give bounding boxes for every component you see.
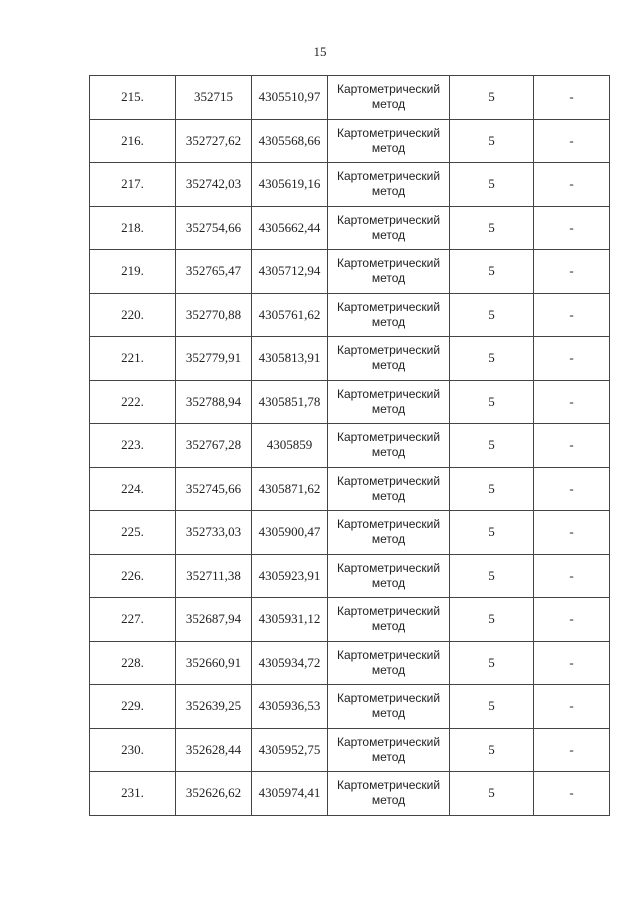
accuracy-cell: 5 xyxy=(450,380,534,424)
method-line-2: метод xyxy=(371,445,406,460)
method-cell xyxy=(328,598,450,642)
point-number-cell: 220. xyxy=(90,293,176,337)
accuracy-cell: 5 xyxy=(450,467,534,511)
point-number-cell: 215. xyxy=(90,76,176,120)
note-cell: - xyxy=(534,76,610,120)
note-cell: - xyxy=(534,641,610,685)
note-cell: - xyxy=(534,511,610,555)
method-cell xyxy=(328,293,450,337)
method-cell xyxy=(328,206,450,250)
x-coordinate-cell: 352754,66 xyxy=(176,206,252,250)
method-line-1: Картометрический xyxy=(336,778,441,793)
note-cell: - xyxy=(534,598,610,642)
y-coordinate-cell: 4305662,44 xyxy=(252,206,328,250)
y-coordinate-cell: 4305900,47 xyxy=(252,511,328,555)
point-number-cell: 230. xyxy=(90,728,176,772)
table-row xyxy=(90,554,610,598)
point-number-cell: 226. xyxy=(90,554,176,598)
x-coordinate-cell: 352711,38 xyxy=(176,554,252,598)
point-number-cell: 216. xyxy=(90,119,176,163)
method-line-2: метод xyxy=(371,227,406,242)
accuracy-cell: 5 xyxy=(450,163,534,207)
x-coordinate-cell: 352639,25 xyxy=(176,685,252,729)
note-cell: - xyxy=(534,293,610,337)
method-line-2: метод xyxy=(371,575,406,590)
y-coordinate-cell: 4305568,66 xyxy=(252,119,328,163)
table-row xyxy=(90,293,610,337)
method-cell xyxy=(328,641,450,685)
accuracy-cell: 5 xyxy=(450,76,534,120)
point-number-cell: 223. xyxy=(90,424,176,468)
point-number-cell: 218. xyxy=(90,206,176,250)
method-line-1: Картометрический xyxy=(336,647,441,662)
table-row xyxy=(90,337,610,381)
point-number-cell: 222. xyxy=(90,380,176,424)
x-coordinate-cell: 352770,88 xyxy=(176,293,252,337)
table-row xyxy=(90,467,610,511)
x-coordinate-cell: 352742,03 xyxy=(176,163,252,207)
note-cell: - xyxy=(534,772,610,816)
accuracy-cell: 5 xyxy=(450,293,534,337)
note-cell: - xyxy=(534,424,610,468)
table-row xyxy=(90,511,610,555)
page-number: 15 xyxy=(313,44,327,59)
note-cell: - xyxy=(534,685,610,729)
x-coordinate-cell: 352626,62 xyxy=(176,772,252,816)
method-line-2: метод xyxy=(371,271,406,286)
point-number-cell: 217. xyxy=(90,163,176,207)
method-line-2: метод xyxy=(371,314,406,329)
table-row xyxy=(90,380,610,424)
table-row xyxy=(90,685,610,729)
y-coordinate-cell: 4305619,16 xyxy=(252,163,328,207)
point-number-cell: 221. xyxy=(90,337,176,381)
method-line-2: метод xyxy=(371,401,406,416)
accuracy-cell: 5 xyxy=(450,728,534,772)
accuracy-cell: 5 xyxy=(450,598,534,642)
method-line-1: Картометрический xyxy=(336,169,441,184)
y-coordinate-cell: 4305934,72 xyxy=(252,641,328,685)
x-coordinate-cell: 352687,94 xyxy=(176,598,252,642)
y-coordinate-cell: 4305712,94 xyxy=(252,250,328,294)
x-coordinate-cell: 352765,47 xyxy=(176,250,252,294)
method-line-2: метод xyxy=(371,488,406,503)
method-line-1: Картометрический xyxy=(336,604,441,619)
point-number-cell: 227. xyxy=(90,598,176,642)
point-number-cell: 225. xyxy=(90,511,176,555)
method-line-2: метод xyxy=(371,619,406,634)
point-number-cell: 219. xyxy=(90,250,176,294)
accuracy-cell: 5 xyxy=(450,206,534,250)
y-coordinate-cell: 4305761,62 xyxy=(252,293,328,337)
method-cell xyxy=(328,337,450,381)
x-coordinate-cell: 352788,94 xyxy=(176,380,252,424)
x-coordinate-cell: 352660,91 xyxy=(176,641,252,685)
table-row xyxy=(90,76,610,120)
method-cell xyxy=(328,76,450,120)
accuracy-cell: 5 xyxy=(450,424,534,468)
method-cell xyxy=(328,728,450,772)
method-line-1: Картометрический xyxy=(336,343,441,358)
method-cell xyxy=(328,250,450,294)
x-coordinate-cell: 352745,66 xyxy=(176,467,252,511)
table-row xyxy=(90,424,610,468)
accuracy-cell: 5 xyxy=(450,641,534,685)
method-line-1: Картометрический xyxy=(336,473,441,488)
accuracy-cell: 5 xyxy=(450,772,534,816)
accuracy-cell: 5 xyxy=(450,119,534,163)
method-line-2: метод xyxy=(371,749,406,764)
y-coordinate-cell: 4305851,78 xyxy=(252,380,328,424)
method-cell xyxy=(328,424,450,468)
note-cell: - xyxy=(534,728,610,772)
method-cell xyxy=(328,685,450,729)
accuracy-cell: 5 xyxy=(450,685,534,729)
accuracy-cell: 5 xyxy=(450,337,534,381)
note-cell: - xyxy=(534,554,610,598)
method-cell xyxy=(328,467,450,511)
method-line-1: Картометрический xyxy=(336,82,441,97)
x-coordinate-cell: 352779,91 xyxy=(176,337,252,381)
accuracy-cell: 5 xyxy=(450,511,534,555)
method-line-2: метод xyxy=(371,532,406,547)
note-cell: - xyxy=(534,380,610,424)
method-line-1: Картометрический xyxy=(336,691,441,706)
note-cell: - xyxy=(534,467,610,511)
point-number-cell: 231. xyxy=(90,772,176,816)
method-line-2: метод xyxy=(371,358,406,373)
method-cell xyxy=(328,119,450,163)
method-cell xyxy=(328,380,450,424)
method-line-1: Картометрический xyxy=(336,212,441,227)
y-coordinate-cell: 4305859 xyxy=(252,424,328,468)
method-line-2: метод xyxy=(371,662,406,677)
method-line-2: метод xyxy=(371,793,406,808)
table-row xyxy=(90,250,610,294)
method-line-2: метод xyxy=(371,140,406,155)
note-cell: - xyxy=(534,119,610,163)
point-number-cell: 229. xyxy=(90,685,176,729)
point-number-cell: 224. xyxy=(90,467,176,511)
table-row xyxy=(90,772,610,816)
coordinates-table xyxy=(89,75,610,816)
note-cell: - xyxy=(534,163,610,207)
note-cell: - xyxy=(534,250,610,294)
y-coordinate-cell: 4305871,62 xyxy=(252,467,328,511)
method-line-1: Картометрический xyxy=(336,125,441,140)
x-coordinate-cell: 352767,28 xyxy=(176,424,252,468)
table-row xyxy=(90,598,610,642)
note-cell: - xyxy=(534,206,610,250)
y-coordinate-cell: 4305931,12 xyxy=(252,598,328,642)
point-number-cell: 228. xyxy=(90,641,176,685)
y-coordinate-cell: 4305923,91 xyxy=(252,554,328,598)
method-line-2: метод xyxy=(371,184,406,199)
y-coordinate-cell: 4305813,91 xyxy=(252,337,328,381)
table-row xyxy=(90,641,610,685)
method-line-1: Картометрический xyxy=(336,734,441,749)
method-cell xyxy=(328,163,450,207)
accuracy-cell: 5 xyxy=(450,250,534,294)
method-line-2: метод xyxy=(371,97,406,112)
method-line-1: Картометрический xyxy=(336,560,441,575)
table-row xyxy=(90,206,610,250)
y-coordinate-cell: 4305510,97 xyxy=(252,76,328,120)
x-coordinate-cell: 352628,44 xyxy=(176,728,252,772)
method-line-1: Картометрический xyxy=(336,299,441,314)
table-body xyxy=(90,76,610,816)
note-cell: - xyxy=(534,337,610,381)
method-line-1: Картометрический xyxy=(336,517,441,532)
y-coordinate-cell: 4305974,41 xyxy=(252,772,328,816)
table-row xyxy=(90,163,610,207)
x-coordinate-cell: 352715 xyxy=(176,76,252,120)
method-cell xyxy=(328,511,450,555)
x-coordinate-cell: 352733,03 xyxy=(176,511,252,555)
table-row xyxy=(90,728,610,772)
method-cell xyxy=(328,554,450,598)
y-coordinate-cell: 4305936,53 xyxy=(252,685,328,729)
method-line-2: метод xyxy=(371,706,406,721)
table-row xyxy=(90,119,610,163)
method-cell xyxy=(328,772,450,816)
method-line-1: Картометрический xyxy=(336,430,441,445)
x-coordinate-cell: 352727,62 xyxy=(176,119,252,163)
accuracy-cell: 5 xyxy=(450,554,534,598)
y-coordinate-cell: 4305952,75 xyxy=(252,728,328,772)
method-line-1: Картометрический xyxy=(336,256,441,271)
method-line-1: Картометрический xyxy=(336,386,441,401)
